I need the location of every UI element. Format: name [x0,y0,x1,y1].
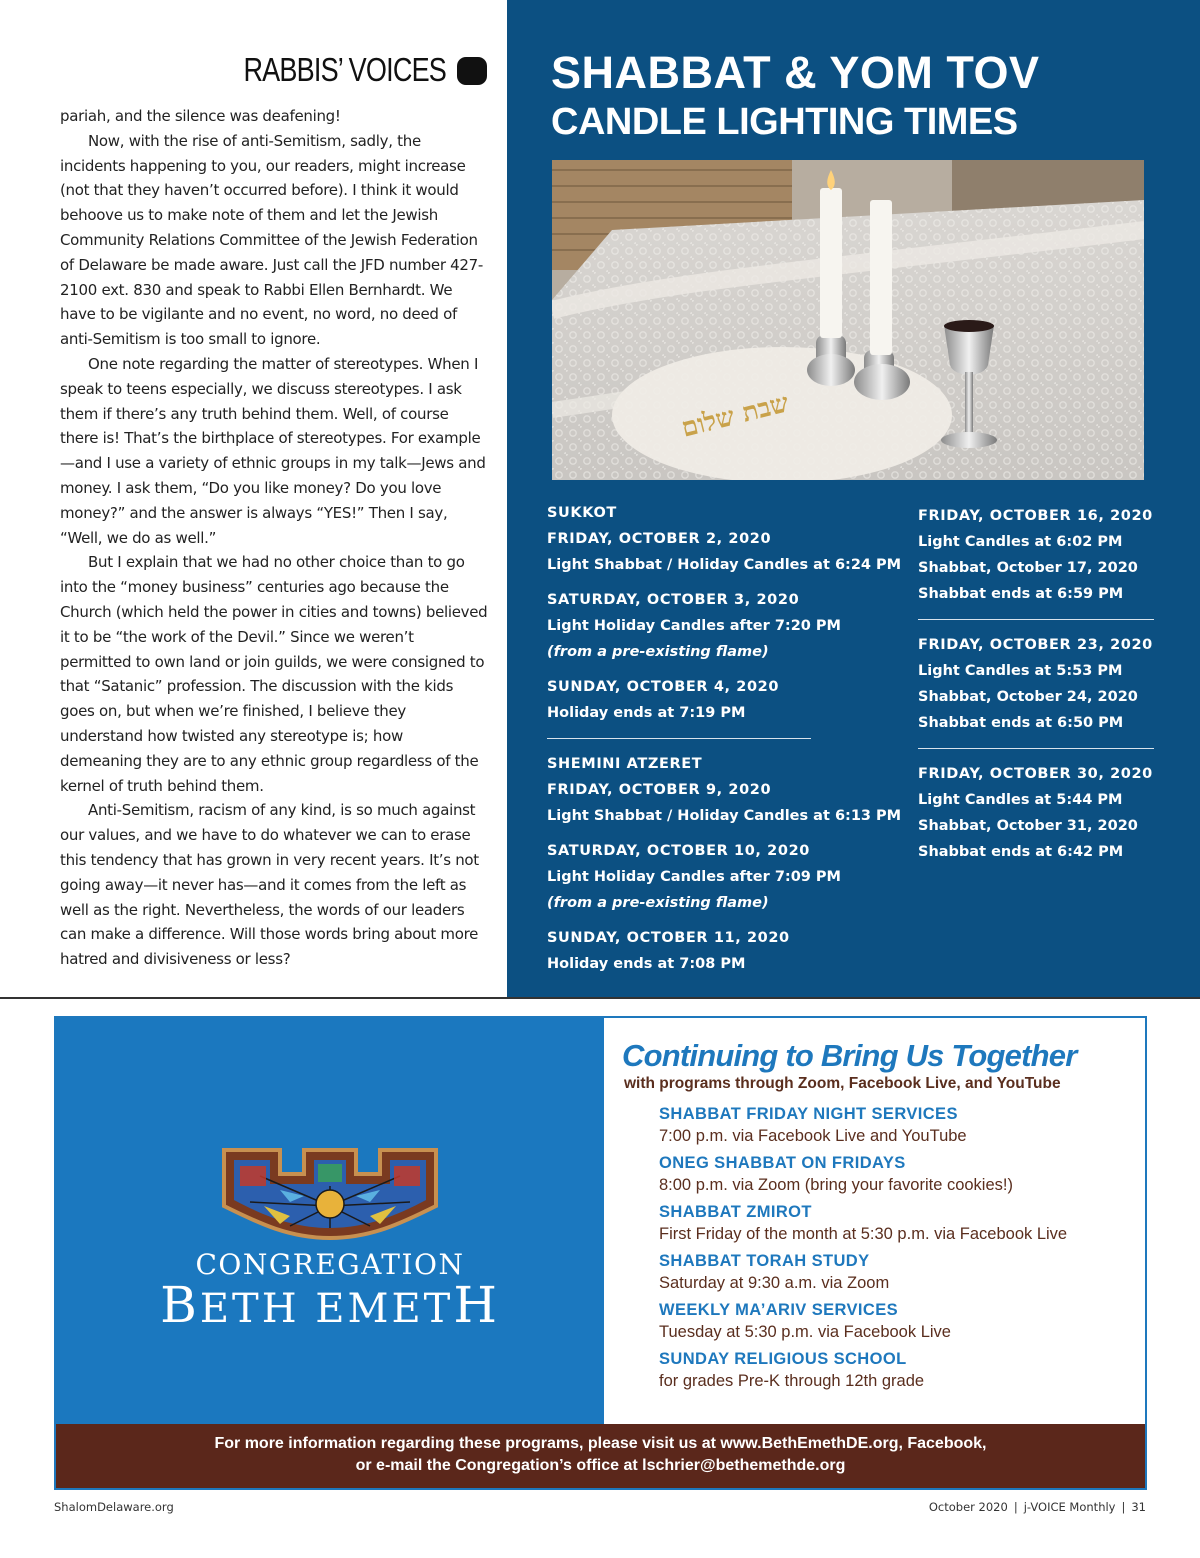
page-number: 31 [1131,1500,1146,1514]
candle-time: Holiday ends at 7:08 PM [547,956,746,972]
shabbat-candles-photo [552,160,1144,480]
shabbat-date: Shabbat, October 17, 2020 [918,560,1138,576]
page-divider [0,997,1200,999]
article-body [60,104,488,972]
program-title: SHABBAT FRIDAY NIGHT SERVICES [659,1105,958,1123]
shabbat-end-time: Shabbat ends at 6:42 PM [918,844,1124,860]
beth-emeth-ad [54,1016,1147,1490]
challah-cover-text: שבת שלום [678,388,792,444]
program-title: WEEKLY MA’ARIV SERVICES [659,1301,899,1319]
section-header [243,51,490,88]
program-item [659,1299,1139,1343]
shabbat-block [918,503,1154,607]
article-paragraph: One note regarding the matter of stereotypes. When I speak to teens especially, we discuss stereotypes. I ask them if there’s any truth behind them. Well, of course there is! That’s the birthplace of stereotypes. For example—and I use a variety of ethnic groups in my talk—Jews and money. I ask them, “Do you like money? Do you love money?” and the answer is always “YES!” Then I say, “Well, we do as well.” [60,354,486,547]
program-detail: Tuesday at 5:30 p.m. via Facebook Live [659,1323,951,1341]
ad-contact-line: or e-mail the Congregation’s office at lschrier@bethemethde.org [355,1457,846,1474]
shabbat-block [918,761,1154,865]
program-detail: Saturday at 9:30 a.m. via Zoom [659,1274,890,1292]
section-divider [547,738,811,739]
program-title: SUNDAY RELIGIOUS SCHOOL [659,1350,907,1368]
ad-programs-panel [604,1018,1145,1424]
logo-beth-emeth-text [56,1276,604,1334]
candle-time: Light Candles at 5:44 PM [918,792,1123,808]
section-divider [918,748,1154,749]
ad-contact-bar [56,1424,1145,1488]
program-detail: 7:00 p.m. via Facebook Live and YouTube [659,1127,967,1145]
program-title: SHABBAT ZMIROT [659,1203,812,1221]
logo-final-h: H [453,1276,500,1334]
footer-separator: | [1013,1500,1018,1514]
date-heading: FRIDAY, OCTOBER 23, 2020 [918,637,1153,653]
date-heading: FRIDAY, OCTOBER 9, 2020 [547,782,772,798]
section-label: RABBIS’ VOICES [243,51,446,88]
footer-issue: October 2020 [928,1500,1008,1514]
flame-note: (from a pre-existing flame) [547,644,769,660]
shabbat-date: Shabbat, October 24, 2020 [918,689,1138,705]
date-heading: SUNDAY, OCTOBER 4, 2020 [547,679,780,695]
holiday-name: SUKKOT [547,505,617,521]
candle-time: Light Shabbat / Holiday Candles at 6:13 PM [547,808,902,824]
shabbat-end-time: Shabbat ends at 6:59 PM [918,586,1124,602]
shabbat-date: Shabbat, October 31, 2020 [918,818,1138,834]
program-list [659,1103,1139,1397]
ad-heading: Continuing to Bring Us Together [622,1038,1077,1073]
candle-time: Holiday ends at 7:19 PM [547,705,746,721]
program-item [659,1250,1139,1294]
section-divider [918,619,1154,620]
program-detail: 8:00 p.m. via Zoom (bring your favorite cookies!) [659,1176,1013,1194]
article-paragraph: pariah, and the silence was deafening! [60,107,341,125]
program-item [659,1348,1139,1392]
ad-logo-panel [56,1018,604,1424]
candle-time: Light Candles at 5:53 PM [918,663,1123,679]
program-title: SHABBAT TORAH STUDY [659,1252,870,1270]
date-heading: FRIDAY, OCTOBER 2, 2020 [547,531,772,547]
date-heading: SATURDAY, OCTOBER 3, 2020 [547,592,800,608]
program-detail: for grades Pre-K through 12th grade [659,1372,925,1390]
program-item [659,1201,1139,1245]
logo-name-mid: ETH EMET [199,1286,454,1332]
panel-subtitle: CANDLE LIGHTING TIMES [551,101,1018,143]
panel-title: SHABBAT & YOM TOV [551,47,1040,98]
section-marker-icon [457,57,487,85]
program-title: ONEG SHABBAT ON FRIDAYS [659,1154,906,1172]
footer-publication: j-VOICE Monthly [1023,1500,1116,1514]
ad-subheading: with programs through Zoom, Facebook Live, and YouTube [624,1075,1061,1092]
candle-time: Light Holiday Candles after 7:09 PM [547,869,841,885]
date-heading: FRIDAY, OCTOBER 16, 2020 [918,508,1153,524]
candle-time: Light Candles at 6:02 PM [918,534,1123,550]
shabbat-block [918,632,1154,736]
logo-congregation-text: CONGREGATION [195,1248,465,1281]
shabbat-end-time: Shabbat ends at 6:50 PM [918,715,1124,731]
program-detail: First Friday of the month at 5:30 p.m. via Facebook Live [659,1225,1068,1243]
ad-contact-line: For more information regarding these programs, please visit us at www.BethEmethDE.org, Facebook, [214,1435,987,1452]
candle-lighting-panel [507,0,1200,998]
article-paragraph: Now, with the rise of anti-Semitism, sadly, the incidents happening to you, our readers, might increase (not that they haven’t occurred before). I think it would behoove us to make note of them and let the Jewish Community Relations Committee of the Jewish Federation of Delaware be made aware. Just call the JFD number 427-2100 ext. 830 and speak to Rabbi Ellen Bernhardt. We have to be vigilante and no event, no word, no deed of anti-Semitism is too small to ignore. [60,131,483,349]
candle-time: Light Holiday Candles after 7:20 PM [547,618,841,634]
logo-initial-b: B [160,1276,200,1334]
footer-site: ShalomDelaware.org [54,1500,174,1514]
article-paragraph: Anti-Semitism, racism of any kind, is so much against our values, and we have to do whatever we can to erase this tendency that has grown in very recent years. It’s not going away—it never has—and it comes from the left as well as the right. Nevertheless, the words of our leaders can make a difference. Will those words bring about more hatred and divisiveness or less? [60,801,479,969]
program-item [659,1103,1139,1147]
date-heading: SATURDAY, OCTOBER 10, 2020 [547,843,810,859]
candle-time: Light Shabbat / Holiday Candles at 6:24 PM [547,557,902,573]
date-heading: SUNDAY, OCTOBER 11, 2020 [547,930,790,946]
holiday-name: SHEMINI ATZERET [547,756,703,772]
article-paragraph: But I explain that we had no other choice than to go into the “money business” centuries ago because the Church (which held the power in cities and towns) believed it to be “the work of the Devil.” Since we weren’t permitted to own land or join guilds, we were consigned to that “Satanic” profession. The discussion with the kids goes on, but when we’re finished, I believe they understand how twisted any stereotype is; how demeaning they are to any ethnic group regardless of the kernel of truth behind them. [60,553,488,795]
program-item [659,1152,1139,1196]
stained-glass-crown-icon [220,1146,440,1242]
date-heading: FRIDAY, OCTOBER 30, 2020 [918,766,1153,782]
holiday-times-column [547,500,902,986]
footer-issue-info [929,1500,1146,1514]
footer-separator: | [1121,1500,1126,1514]
flame-note: (from a pre-existing flame) [547,895,769,911]
shabbat-times-column [918,503,1154,865]
